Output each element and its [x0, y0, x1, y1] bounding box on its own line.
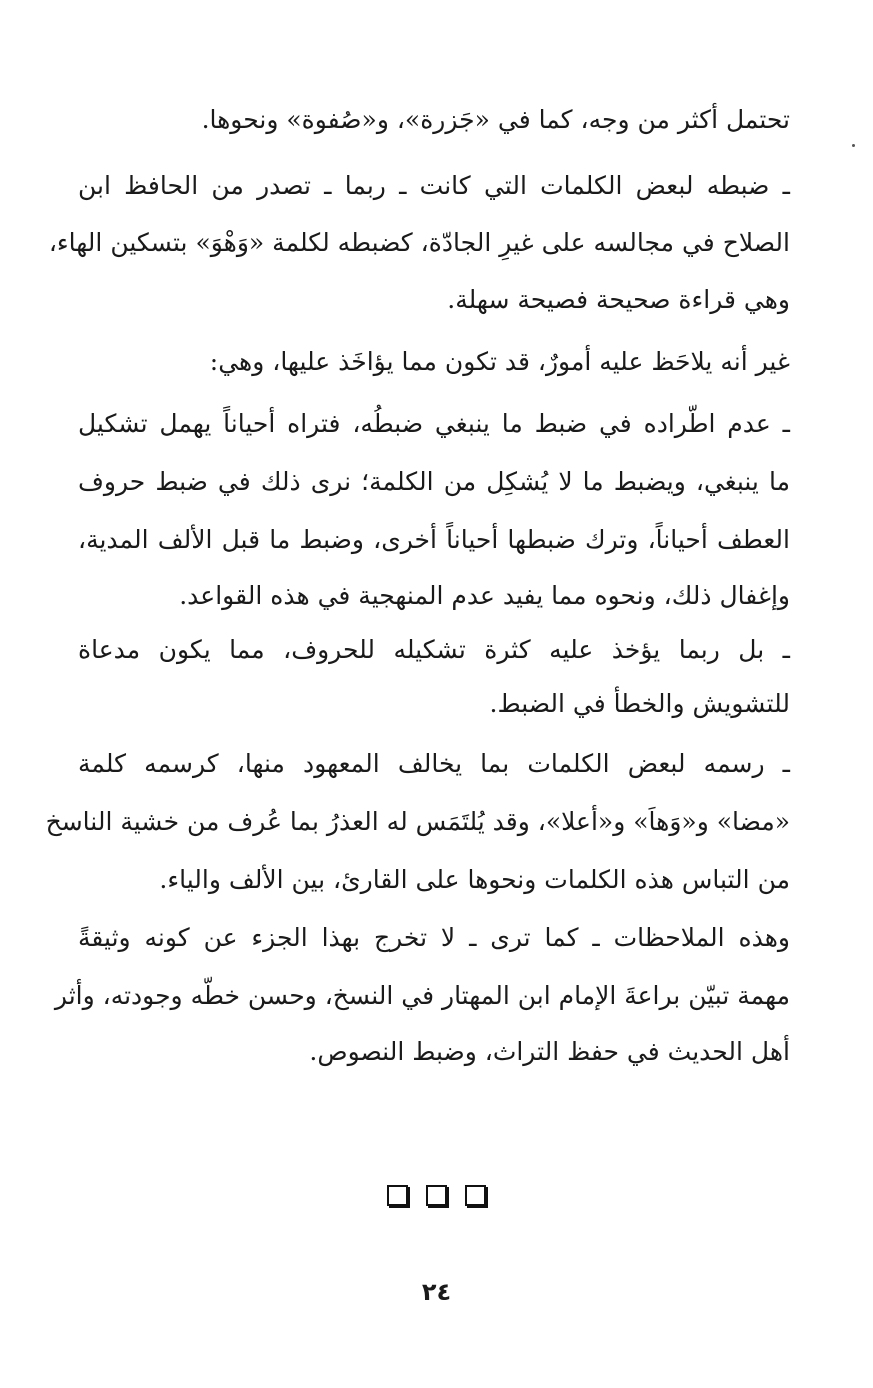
text-line: ـ ضبطه لبعض الكلمات التي كانت ـ ربما ـ تصدر من الحافظ ابن: [78, 171, 790, 200]
text-line: مهمة تبيّن براعةَ الإمام ابن المهتار في النسخ، وحسن خطّه وجودته، وأثر: [54, 981, 790, 1010]
text-line: «مضا» و«وَهاَ» و«أعلا»، وقد يُلتَمَس له العذرُ بما عُرف من خشية الناسخ: [45, 807, 790, 836]
text-line: وهذه الملاحظات ـ كما ترى ـ لا تخرج بهذا الجزء عن كونه وثيقةً: [78, 923, 790, 952]
text-line: ـ رسمه لبعض الكلمات بما يخالف المعهود منها، كرسمه كلمة: [78, 749, 790, 778]
square-ornament-icon: [465, 1185, 486, 1206]
text-line: العطف أحياناً، وترك ضبطها أحياناً أخرى، وضبط ما قبل الألف المدية،: [78, 525, 790, 554]
text-line: ـ بل ربما يؤخذ عليه كثرة تشكيله للحروف، مما يكون مدعاة: [78, 635, 790, 664]
text-line: ما ينبغي، ويضبط ما لا يُشكِل من الكلمة؛ نرى ذلك في ضبط حروف: [78, 467, 790, 496]
square-ornament-icon: [426, 1185, 447, 1206]
page-number: ٢٤: [421, 1278, 452, 1306]
text-line: وإغفال ذلك، ونحوه مما يفيد عدم المنهجية في هذه القواعد.: [179, 581, 790, 610]
text-line: ـ عدم اطّراده في ضبط ما ينبغي ضبطُه، فتراه أحياناً يهمل تشكيل: [78, 409, 790, 438]
text-line: وهي قراءة صحيحة فصيحة سهلة.: [447, 285, 790, 314]
text-line: أهل الحديث في حفظ التراث، وضبط النصوص.: [309, 1037, 790, 1066]
text-line: الصلاح في مجالسه على غيرِ الجادّة، كضبطه لكلمة «وَهْوَ» بتسكين الهاء،: [48, 228, 790, 257]
text-line: غير أنه يلاحَظ عليه أمورٌ، قد تكون مما يؤاخَذ عليها، وهي:: [209, 347, 790, 376]
scan-speck: [852, 144, 855, 147]
text-line: تحتمل أكثر من وجه، كما في «جَزرة»، و«صُفوة» ونحوها.: [201, 105, 790, 134]
text-line: للتشويش والخطأ في الضبط.: [489, 689, 790, 718]
square-ornament-icon: [387, 1185, 408, 1206]
section-divider-ornament: [0, 1185, 873, 1206]
text-line: من التباس هذه الكلمات ونحوها على القارئ، بين الألف والياء.: [159, 865, 790, 894]
